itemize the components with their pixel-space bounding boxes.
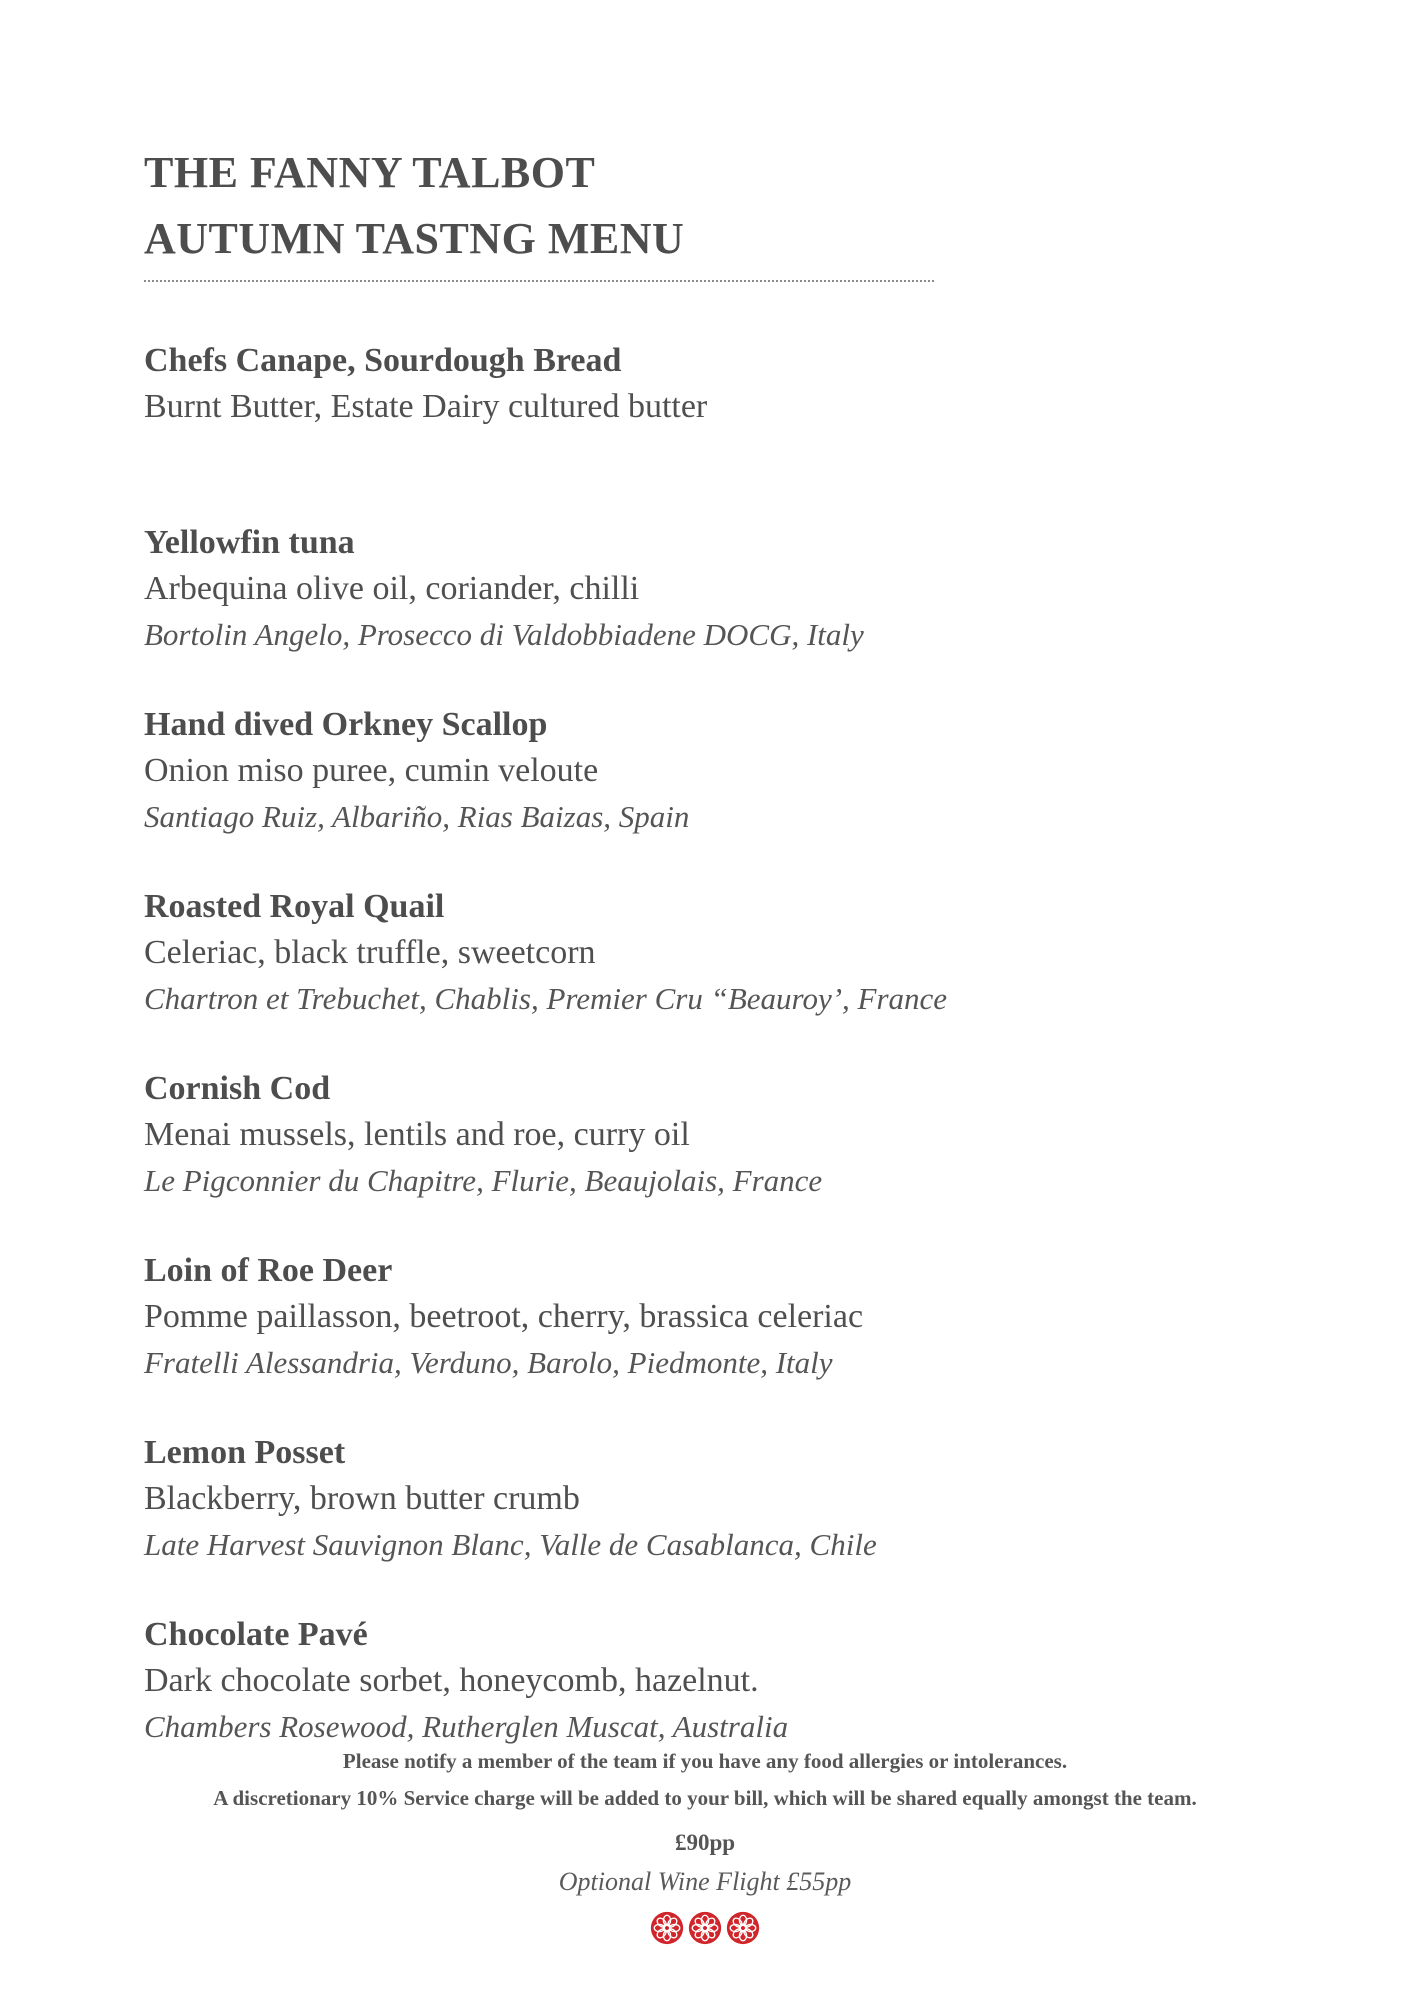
course-description: Onion miso puree, cumin veloute [144,752,599,789]
allergy-notice: Please notify a member of the team if you have any food allergies or intolerances. [342,1749,1068,1773]
course-name: Chocolate Pavé [144,1616,368,1653]
aa-rosette-icon [688,1911,722,1945]
course-wine-pairing: Late Harvest Sauvignon Blanc, Valle de Casablanca, Chile [144,1527,877,1562]
course-wine-pairing: Le Pigconnier du Chapitre, Flurie, Beaujolais, France [144,1163,823,1198]
course-description: Celeriac, black truffle, sweetcorn [144,934,596,971]
course-name: Lemon Posset [144,1434,346,1471]
course-description: Dark chocolate sorbet, honeycomb, hazelnut. [144,1662,759,1699]
course-item [144,702,1294,884]
course-description: Burnt Butter, Estate Dairy cultured butter [144,388,708,425]
course-wine-pairing: Fratelli Alessandria, Verduno, Barolo, Piedmonte, Italy [144,1345,833,1380]
title-divider [144,280,934,282]
course-name: Loin of Roe Deer [144,1252,393,1289]
aa-rosette-icon [650,1911,684,1945]
course-item [144,520,1294,702]
course-item [144,338,1294,520]
course-description: Blackberry, brown butter crumb [144,1480,580,1517]
course-description: Pomme paillasson, beetroot, cherry, brassica celeriac [144,1298,864,1335]
course-wine-pairing: Bortolin Angelo, Prosecco di Valdobbiadene DOCG, Italy [144,617,864,652]
menu-title [144,140,684,272]
aa-rosettes [0,1911,1410,1945]
course-item [144,884,1294,1066]
course-description: Arbequina olive oil, coriander, chilli [144,570,640,607]
service-charge-notice: A discretionary 10% Service charge will be added to your bill, which will be shared equally amongst the team. [213,1786,1197,1810]
course-wine-pairing: Santiago Ruiz, Albariño, Rias Baizas, Spain [144,799,690,834]
course-item [144,1430,1294,1612]
course-name: Cornish Cod [144,1070,331,1107]
course-wine-pairing: Chartron et Trebuchet, Chablis, Premier Cru “Beauroy’, France [144,981,948,1016]
course-name: Yellowfin tuna [144,524,355,561]
course-item [144,1066,1294,1248]
course-description: Menai mussels, lentils and roe, curry oil [144,1116,690,1153]
course-item [144,1248,1294,1430]
title-menu-name: AUTUMN TASTNG MENU [144,214,685,263]
menu-footer [0,1743,1410,1945]
course-name: Roasted Royal Quail [144,888,445,925]
course-name: Chefs Canape, Sourdough Bread [144,342,622,379]
course-name: Hand dived Orkney Scallop [144,706,548,743]
course-wine-pairing: Chambers Rosewood, Rutherglen Muscat, Australia [144,1709,789,1744]
title-restaurant-name: THE FANNY TALBOT [144,148,596,197]
aa-rosette-icon [726,1911,760,1945]
menu-price: £90pp [674,1830,736,1855]
course-list [144,338,1294,1794]
wine-flight-price: Optional Wine Flight £55pp [558,1867,852,1896]
